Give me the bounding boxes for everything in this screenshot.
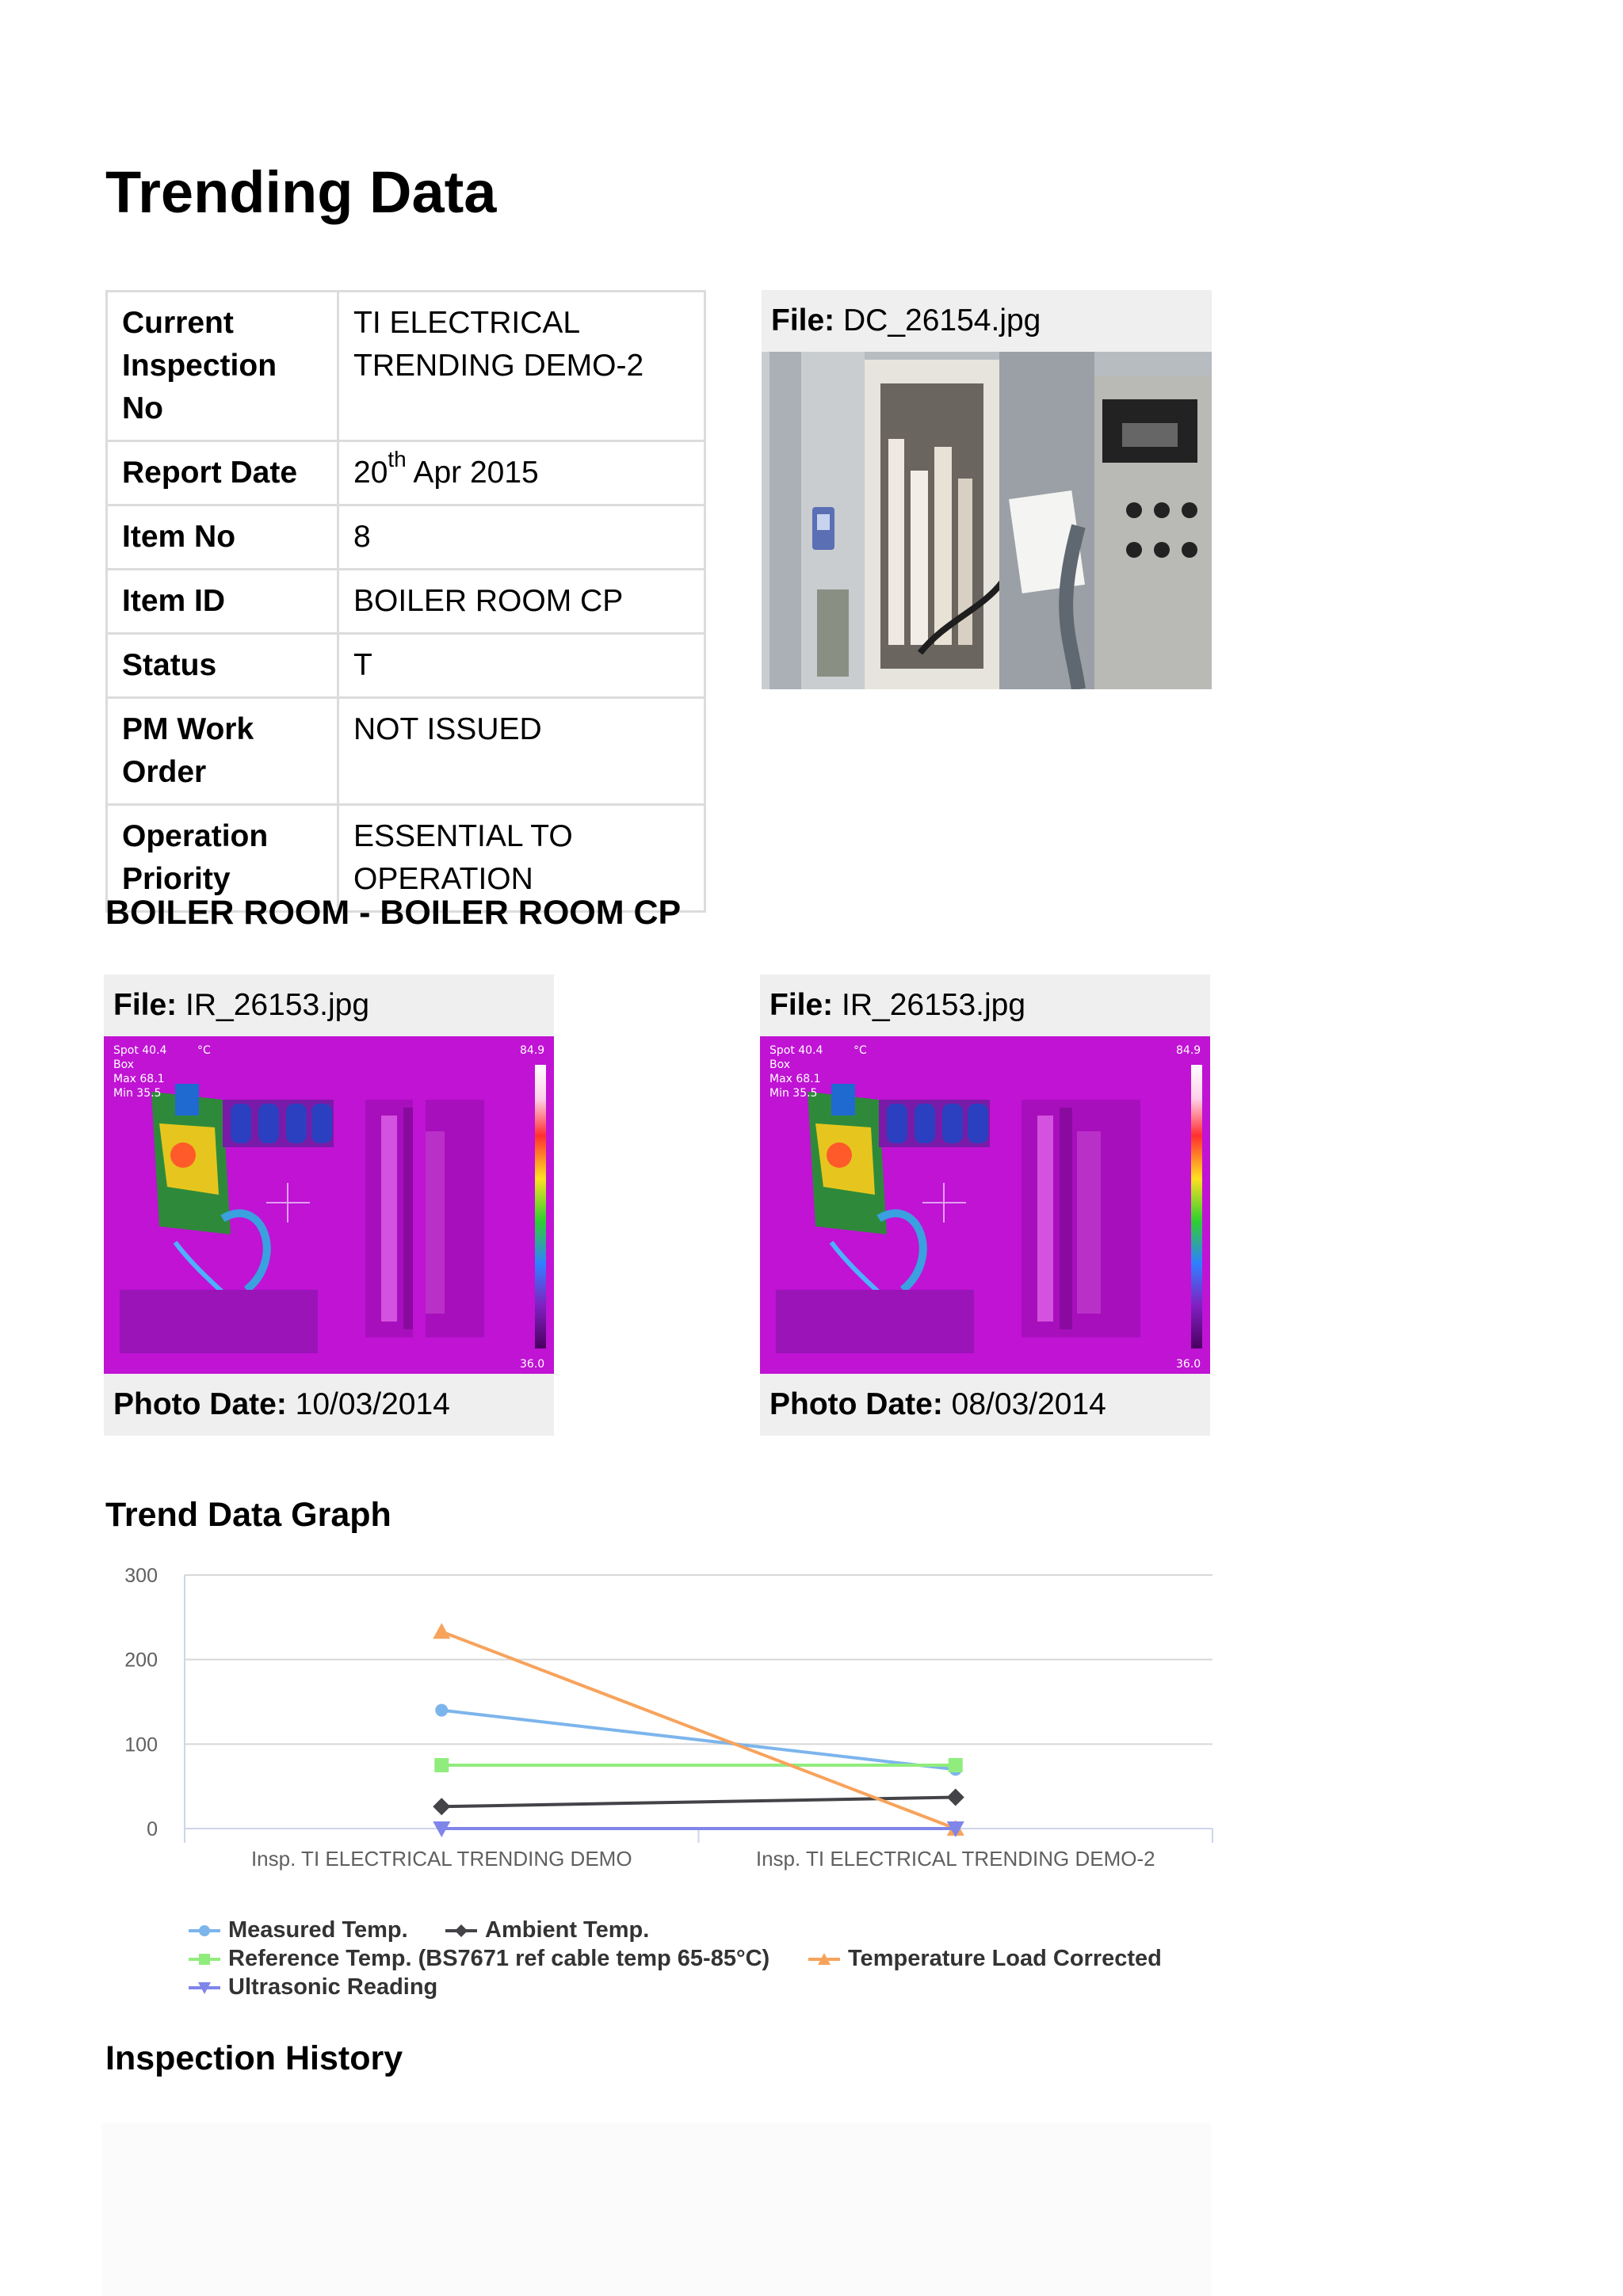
trend-heading: Trend Data Graph — [105, 1496, 391, 1534]
file-name: IR_26153.jpg — [842, 988, 1026, 1022]
table-row — [107, 292, 705, 441]
unit-label: °C — [197, 1044, 211, 1057]
y-tick-label: 200 — [124, 1649, 158, 1672]
file-label: File: — [769, 988, 834, 1022]
report-date-rest: Apr 2015 — [406, 456, 539, 490]
trend-chart — [105, 1561, 1231, 1878]
table-row — [107, 698, 705, 805]
legend-item[interactable] — [445, 1917, 649, 1943]
photo-date: 08/03/2014 — [951, 1387, 1106, 1421]
table-row — [107, 634, 705, 698]
file-name: IR_26153.jpg — [185, 988, 370, 1022]
photo-date-caption — [104, 1374, 554, 1436]
legend-symbol — [189, 1951, 220, 1968]
box-min: Min 35.5 — [113, 1087, 162, 1100]
temperature-scale-bar — [535, 1065, 546, 1348]
row-label: PM Work Order — [107, 698, 338, 805]
scale-max: 84.9 — [1176, 1044, 1201, 1057]
photo-date-label: Photo Date: — [113, 1387, 287, 1421]
box-min: Min 35.5 — [769, 1087, 818, 1100]
row-value: BOILER ROOM CP — [338, 570, 705, 634]
row-value: ESSENTIAL TO OPERATION — [338, 805, 705, 912]
row-label: Item ID — [107, 570, 338, 634]
data-point — [434, 1758, 449, 1772]
file-label: File: — [771, 303, 835, 338]
row-value: T — [338, 634, 705, 698]
table-row — [107, 505, 705, 570]
x-tick-label: Insp. TI ELECTRICAL TRENDING DEMO-2 — [755, 1847, 1155, 1871]
row-value: 8 — [338, 505, 705, 570]
y-tick-label: 0 — [147, 1818, 158, 1840]
inspection-info-table — [105, 290, 706, 913]
report-date-suffix: th — [388, 447, 407, 471]
scale-min: 36.0 — [520, 1358, 545, 1371]
row-value: NOT ISSUED — [338, 698, 705, 805]
page-title: Trending Data — [105, 159, 497, 225]
thermal-image[interactable] — [760, 1036, 1210, 1374]
ir-photo-card-1 — [104, 974, 554, 1436]
legend-item[interactable] — [189, 1974, 437, 2000]
report-date-value — [338, 441, 705, 505]
photo-file-caption — [760, 974, 1210, 1036]
legend-symbol — [189, 1979, 220, 1997]
scale-min: 36.0 — [1176, 1358, 1201, 1371]
y-tick-label: 300 — [124, 1565, 158, 1587]
temperature-scale-bar — [1191, 1065, 1202, 1348]
file-name: DC_26154.jpg — [843, 303, 1041, 338]
row-label: Current Inspection No — [107, 292, 338, 441]
table-row — [107, 570, 705, 634]
legend-label: Temperature Load Corrected — [848, 1946, 1162, 1971]
panel-photo[interactable] — [762, 352, 1212, 689]
box-label: Box — [113, 1058, 135, 1071]
box-max: Max 68.1 — [113, 1073, 165, 1085]
data-point — [433, 1798, 450, 1815]
y-tick-label: 100 — [124, 1733, 158, 1756]
photo-date-caption — [760, 1374, 1210, 1436]
table-row — [107, 441, 705, 505]
legend-item[interactable] — [808, 1946, 1162, 1972]
legend-label: Reference Temp. (BS7671 ref cable temp 65-85°C) — [228, 1946, 770, 1971]
legend-item[interactable] — [189, 1917, 408, 1943]
photo-file-caption — [104, 974, 554, 1036]
box-label: Box — [769, 1058, 791, 1071]
ir-photo-card-2 — [760, 974, 1210, 1436]
report-date-day: 20 — [353, 456, 388, 490]
unit-label: °C — [854, 1044, 867, 1057]
row-label: Item No — [107, 505, 338, 570]
x-tick-label: Insp. TI ELECTRICAL TRENDING DEMO — [250, 1847, 632, 1871]
legend-label: Ambient Temp. — [485, 1917, 650, 1943]
row-label: Status — [107, 634, 338, 698]
photo-file-caption — [762, 290, 1212, 352]
data-point — [947, 1789, 964, 1806]
legend-label: Measured Temp. — [228, 1917, 408, 1943]
data-point — [435, 1704, 448, 1717]
row-value: TI ELECTRICAL TRENDING DEMO-2 — [338, 292, 705, 441]
spot-reading: Spot 40.4 — [113, 1044, 167, 1057]
thermal-image[interactable] — [104, 1036, 554, 1374]
legend-symbol — [808, 1951, 840, 1968]
digital-photo-card — [762, 290, 1212, 689]
photo-date: 10/03/2014 — [295, 1387, 450, 1421]
spot-reading: Spot 40.4 — [769, 1044, 823, 1057]
legend-symbol — [445, 1922, 477, 1939]
inspection-history-panel — [101, 2123, 1211, 2296]
legend-item[interactable] — [189, 1946, 769, 1972]
location-heading: BOILER ROOM - BOILER ROOM CP — [105, 894, 682, 932]
box-max: Max 68.1 — [769, 1073, 821, 1085]
file-label: File: — [113, 988, 178, 1022]
photo-date-label: Photo Date: — [769, 1387, 943, 1421]
data-point — [949, 1758, 963, 1772]
row-label: Operation Priority — [107, 805, 338, 912]
row-label: Report Date — [107, 441, 338, 505]
series-line — [441, 1631, 956, 1829]
series-line — [441, 1711, 956, 1770]
history-heading: Inspection History — [105, 2039, 403, 2077]
legend-symbol — [189, 1922, 220, 1939]
data-point — [433, 1623, 450, 1638]
scale-max: 84.9 — [520, 1044, 545, 1057]
legend-label: Ultrasonic Reading — [228, 1974, 438, 2000]
